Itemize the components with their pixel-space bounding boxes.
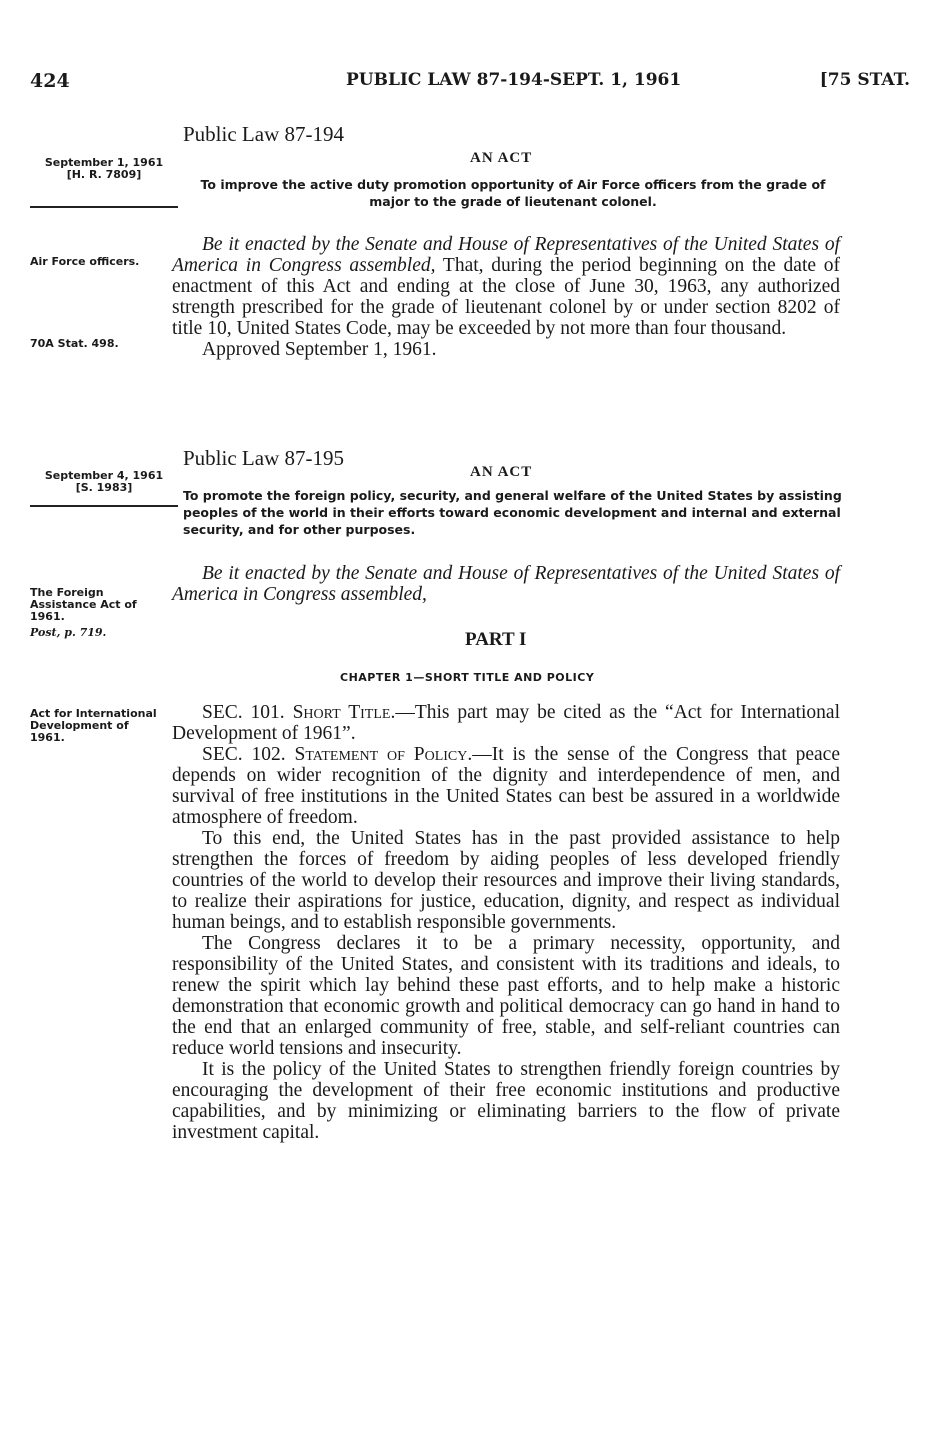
section-102-paragraph-2: To this end, the United States has in the past provided assistance to help strengthen the forces of freedom by aiding peoples of less developed friendly countries of the world to develop their resources and improve their living standards, to realize their aspirations for justice, education, dignity, and respect as individual human beings, and to establish responsible governments. [172, 828, 840, 933]
law-1-enacting-clause: Be it enacted by the Senate and House of Representatives of the United States of America in Congress assembled, [172, 234, 840, 276]
law-2-margin-note-post: Post, p. 719. [30, 626, 107, 639]
section-102-paragraph-4: It is the policy of the United States to strengthen friendly foreign countries by encouraging the development of their free economic institutions and productive capabilities, and by minimizing or eliminating barriers to the flow of private investment capital. [172, 1059, 840, 1143]
chapter-heading: CHAPTER 1—SHORT TITLE AND POLICY [340, 671, 595, 684]
law-1-title: Public Law 87-194 [183, 122, 344, 146]
law-2-enacting-clause: Be it enacted by the Senate and House of Representatives of the United States of America in Congress assembled, [172, 563, 840, 605]
law-2-date: September 4, 1961 [44, 469, 164, 482]
section-102: SEC. 102. Statement of Policy.—It is the sense of the Congress that peace depends on wider recognition of the dignity and interdependence of men, and survival of free institutions in the United States can best be assured in a worldwide atmosphere of freedom. [172, 744, 840, 828]
law-1-bill: [H. R. 7809] [66, 168, 142, 181]
law-1-text: That, during the period beginning on the date of enactment of this Act and ending at the close of June 30, 1963, any authorized strength prescribed for the grade of lieutenant colonel by or under section 8202 of title 10, United States Code, may be exceeded by not more than four thousand. [172, 255, 840, 339]
page-header [30, 70, 910, 96]
law-2-enacting [172, 563, 840, 605]
law-2-margin-rule [30, 505, 178, 507]
law-1-date: September 1, 1961 [44, 156, 164, 169]
law-2-body [172, 702, 840, 1143]
law-2-title: Public Law 87-195 [183, 446, 344, 470]
law-2-bill: [S. 1983] [75, 481, 133, 494]
law-1-approved: Approved September 1, 1961. [202, 339, 437, 360]
law-1-purpose: To improve the active duty promotion opportunity of Air Force officers from the grade of major to the grade of lieutenant colonel. [200, 177, 826, 209]
page-number: 424 [30, 70, 70, 92]
law-1-body [172, 234, 840, 360]
law-1-margin-note-air-force: Air Force officers. [30, 255, 140, 268]
law-2-act-heading: AN ACT [470, 464, 533, 480]
law-1-margin-rule [30, 206, 178, 208]
law-2-margin-note-foreign-assistance: The Foreign Assistance Act of 1961. [30, 586, 137, 623]
statute-reference: [75 STAT. [819, 70, 910, 90]
running-title: PUBLIC LAW 87-194-SEPT. 1, 1961 [346, 70, 682, 90]
section-102-paragraph-3: The Congress declares it to be a primary necessity, opportunity, and responsibility of the United States, and consistent with its traditions and ideals, to renew the spirit which lay behind these past efforts, and to help make a historic demonstration that economic growth and political democracy can go hand in hand to the end that an enlarged community of free, stable, and self-reliant countries can reduce world tensions and insecurity. [172, 933, 840, 1059]
law-1-margin-note-stat: 70A Stat. 498. [30, 337, 119, 350]
part-heading: PART I [465, 629, 527, 650]
law-2-purpose: To promote the foreign policy, security, and general welfare of the United States by assisting peoples of the world in their efforts toward economic development and internal and external security, and for other purposes. [183, 488, 842, 537]
law-2-margin-note-act-intl-dev: Act for International Development of 1961. [30, 707, 157, 744]
section-101: SEC. 101. Short Title.—This part may be cited as the “Act for International Development of 1961”. [172, 702, 841, 744]
law-1-act-heading: AN ACT [470, 150, 533, 166]
